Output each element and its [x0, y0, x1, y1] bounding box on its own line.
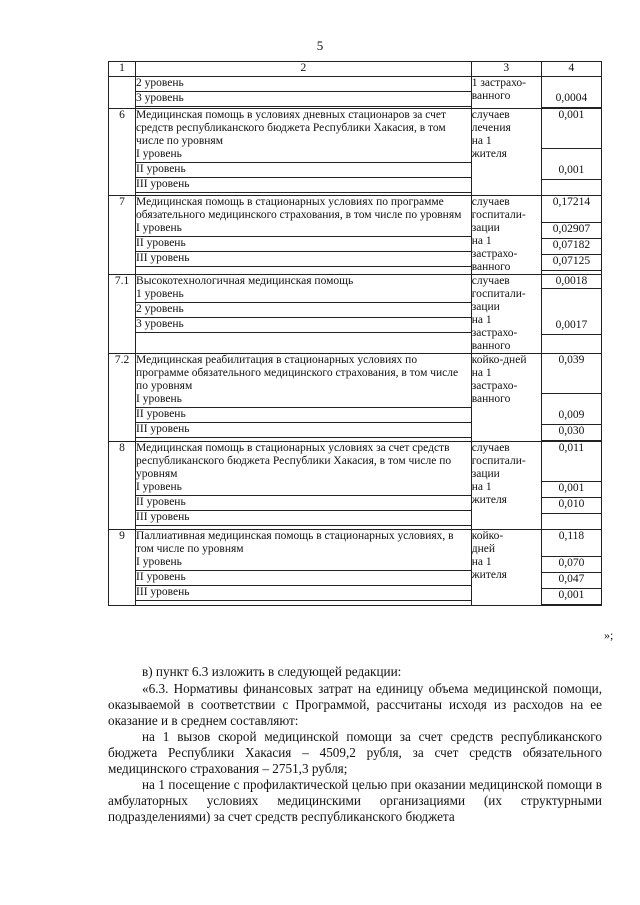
- unit-line: жителя: [471, 148, 507, 160]
- unit-line: на 1: [471, 556, 492, 568]
- norm-value: 0,070: [542, 557, 601, 573]
- norm-value: [542, 180, 601, 195]
- table-row: [109, 77, 602, 109]
- unit-line: случаев: [471, 196, 510, 208]
- unit-line: случаев: [471, 275, 510, 287]
- level-label: III уровень: [136, 423, 471, 438]
- row-unit: [471, 109, 541, 196]
- norm-value: 0,118: [542, 530, 601, 557]
- row-description: [136, 77, 472, 109]
- row-number: 9: [109, 530, 136, 606]
- norm-value: 0,0004: [542, 92, 601, 108]
- norm-value: 0,07182: [542, 239, 601, 255]
- unit-line: на 1: [471, 235, 492, 247]
- row-unit: [471, 77, 541, 109]
- row-values: [541, 354, 601, 442]
- norm-value: [542, 304, 601, 319]
- norm-value: 0,001: [542, 109, 601, 149]
- row-number: 6: [109, 109, 136, 196]
- level-label: II уровень: [136, 571, 471, 586]
- norm-value: [542, 394, 601, 409]
- norm-value: [542, 289, 601, 304]
- row-unit: [471, 442, 541, 530]
- table-row: [109, 442, 602, 530]
- level-label: III уровень: [136, 252, 471, 267]
- table-row: [109, 109, 602, 196]
- care-type-label: Медицинская помощь в стационарных условиях за счет средств республиканского бюджета Республики Хакасия, в том числе по уровням: [136, 442, 452, 480]
- unit-line: дней: [471, 543, 495, 555]
- row-description: [136, 354, 472, 442]
- level-label: 1 уровень: [136, 288, 471, 303]
- row-values: [541, 442, 601, 530]
- row-values: [541, 530, 601, 606]
- unit-line: жителя: [471, 569, 507, 581]
- norm-value: [542, 149, 601, 164]
- unit-line: жителя: [471, 494, 507, 506]
- unit-line: застрахо-: [471, 327, 518, 339]
- table-closing-quote: »;: [604, 628, 614, 642]
- paragraph-item-v: в) пункт 6.3 изложить в следующей редакции:: [142, 664, 402, 679]
- unit-line: случаев: [471, 109, 510, 121]
- unit-line: зации: [471, 222, 500, 234]
- table-row: [109, 354, 602, 442]
- norm-value: 0,011: [542, 442, 601, 482]
- unit-line: койко-дней: [471, 354, 527, 366]
- norm-value: 0,030: [542, 425, 601, 441]
- norms-table: [108, 61, 602, 606]
- unit-line: случаев: [471, 442, 510, 454]
- unit-line: лечения: [471, 122, 511, 134]
- row-description: [136, 275, 472, 354]
- level-label: I уровень: [136, 481, 471, 496]
- unit-line: зации: [471, 301, 500, 313]
- table-row: [109, 275, 602, 354]
- unit-line: ванного: [471, 340, 511, 352]
- care-type-label: Паллиативная медицинская помощь в стационарных условиях, в том числе по уровням: [136, 530, 454, 555]
- header-col-1: 1: [109, 62, 136, 77]
- level-label: 3 уровень: [136, 318, 471, 333]
- norm-value: [542, 514, 601, 529]
- unit-line: на 1: [471, 135, 492, 147]
- norm-value: 0,039: [542, 354, 601, 394]
- unit-line: на 1: [471, 314, 492, 326]
- row-number: 7: [109, 196, 136, 275]
- row-unit: [471, 196, 541, 275]
- row-description: [136, 442, 472, 530]
- level-label: 2 уровень: [136, 303, 471, 318]
- unit-line: госпитали-: [471, 288, 526, 300]
- row-unit: [471, 354, 541, 442]
- header-col-3: 3: [471, 62, 541, 77]
- norm-value: 0,07125: [542, 255, 601, 271]
- unit-line: застрахо-: [471, 248, 518, 260]
- unit-line: зации: [471, 468, 500, 480]
- norm-value: 0,010: [542, 498, 601, 514]
- row-values: [541, 196, 601, 275]
- row-number: 8: [109, 442, 136, 530]
- paragraph-6-3: «6.3. Нормативы финансовых затрат на единицу объема медицинской помощи, оказываемой в соответствии с Программой, рассчитаны исходя из расходов на ее оказание и в среднем составляют:: [108, 681, 602, 728]
- level-label: III уровень: [136, 586, 471, 601]
- unit-line: застрахо-: [471, 380, 518, 392]
- care-type-label: Высокотехнологичная медицинская помощь: [136, 275, 354, 287]
- row-number: 7.1: [109, 275, 136, 354]
- level-label: III уровень: [136, 511, 471, 526]
- row-values: [541, 109, 601, 196]
- norm-value: 0,001: [542, 164, 601, 180]
- level-label: 3 уровень: [136, 92, 471, 107]
- level-label: II уровень: [136, 496, 471, 511]
- unit-line: ванного: [471, 261, 511, 273]
- care-type-label: Медицинская помощь в условиях дневных стационаров за счет средств республиканского бюджета Республики Хакасия, в том числе по уровням: [136, 109, 447, 147]
- unit-line: ванного: [471, 393, 511, 405]
- row-description: [136, 196, 472, 275]
- header-col-2: 2: [136, 62, 472, 77]
- level-label: I уровень: [136, 393, 471, 408]
- paragraph-preventive-visit: на 1 посещение с профилактической целью при оказании медицинской помощи в амбулаторных условиях медицинскими организациями (их структурными подразделениями) за счет средств республиканского бюджета: [108, 777, 602, 824]
- unit-line: 1 застрахо-: [471, 77, 527, 89]
- row-number: 7.2: [109, 354, 136, 442]
- norm-value: 0,047: [542, 573, 601, 589]
- paragraph-ambulance: на 1 вызов скорой медицинской помощи за счет средств республиканского бюджета Республики Хакасия – 4509,2 рубля, за счет средств обязательного медицинского страхования – 2751,3 рубля;: [108, 729, 602, 776]
- row-values: [541, 275, 601, 354]
- norm-value: [542, 77, 601, 92]
- norm-value: 0,0018: [542, 275, 601, 289]
- norm-value: 0,17214: [542, 196, 601, 223]
- row-unit: [471, 275, 541, 354]
- row-values: [541, 77, 601, 109]
- norm-value: 0,001: [542, 482, 601, 498]
- page-number: 5: [316, 38, 324, 53]
- table-row: [109, 530, 602, 606]
- row-number: [109, 77, 136, 109]
- norm-value: 0,0017: [542, 319, 601, 335]
- care-type-label: Медицинская помощь в стационарных условиях по программе обязательного медицинского страхования, в том числе по уровням: [136, 196, 462, 221]
- unit-line: ванного: [471, 90, 511, 102]
- level-label: I уровень: [136, 222, 471, 237]
- row-description: [136, 530, 472, 606]
- level-label: II уровень: [136, 163, 471, 178]
- level-label: II уровень: [136, 408, 471, 423]
- level-label: I уровень: [136, 556, 471, 571]
- level-label: II уровень: [136, 237, 471, 252]
- care-type-label: Медицинская реабилитация в стационарных условиях по программе обязательного медицинского страхования, в том числе по уровням: [136, 354, 459, 392]
- unit-line: госпитали-: [471, 455, 526, 467]
- norm-value: 0,001: [542, 589, 601, 605]
- header-col-4: 4: [541, 62, 601, 77]
- unit-line: на 1: [471, 367, 492, 379]
- norm-value: 0,009: [542, 409, 601, 425]
- norm-value: 0,02907: [542, 223, 601, 239]
- table-row: [109, 196, 602, 275]
- row-unit: [471, 530, 541, 606]
- row-description: [136, 109, 472, 196]
- level-label: I уровень: [136, 148, 471, 163]
- level-label: III уровень: [136, 178, 471, 193]
- unit-line: койко-: [471, 530, 504, 542]
- table-header-row: [109, 62, 602, 77]
- level-label: 2 уровень: [136, 77, 471, 92]
- unit-line: госпитали-: [471, 209, 526, 221]
- unit-line: на 1: [471, 481, 492, 493]
